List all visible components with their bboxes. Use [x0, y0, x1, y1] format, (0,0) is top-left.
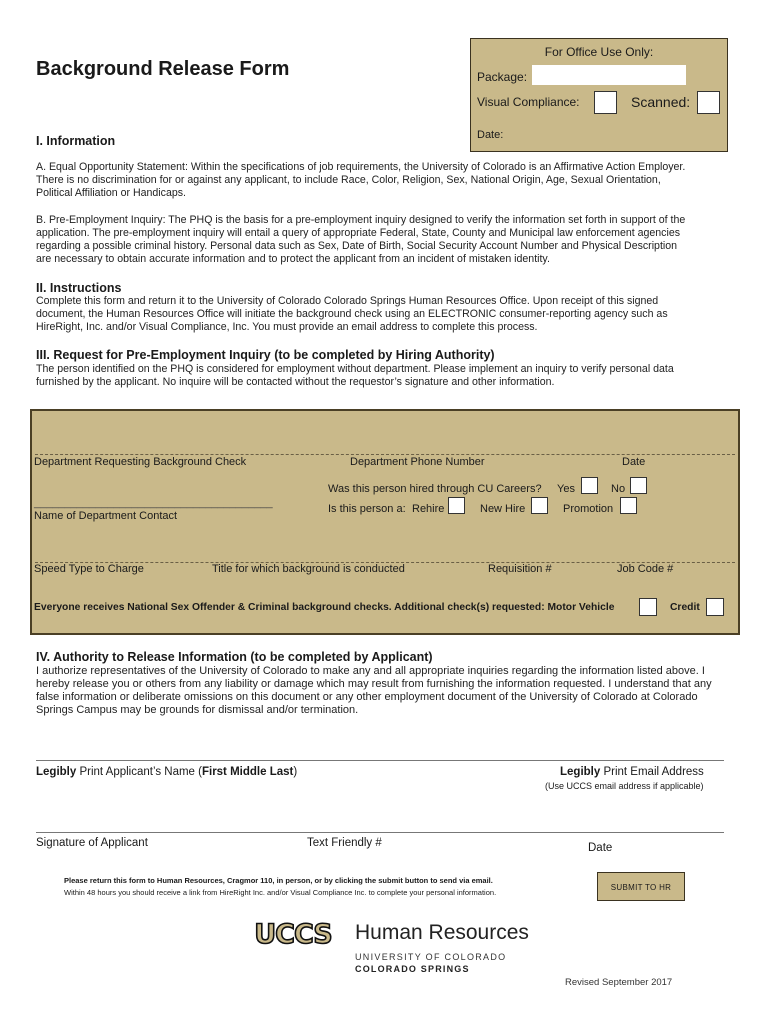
signature-line[interactable]: [36, 832, 724, 833]
email-label: [560, 766, 704, 778]
promotion-checkbox[interactable]: [620, 497, 637, 514]
uccs-logo: [240, 919, 346, 947]
university-text: UNIVERSITY OF COLORADO: [355, 952, 507, 962]
text-line: HireRight, Inc. and/or Visual Compliance, Inc. You must provide an email address to complete this process.: [36, 321, 538, 333]
motor-vehicle-checkbox[interactable]: [639, 598, 657, 616]
section-information-heading: I. Information: [36, 134, 116, 148]
dept-contact-label: Name of Department Contact: [34, 510, 178, 522]
checks-statement: Everyone receives National Sex Offender & Criminal background checks. Additional check(s) requested: Motor Vehicle: [34, 602, 615, 613]
paren-text: ): [293, 766, 298, 778]
text-line: are necessary to obtain accurate information and to protect the applicant from an incident of mistaken identity.: [36, 253, 550, 265]
rehire-checkbox[interactable]: [448, 497, 465, 514]
text-line: false information or deliberate omissions on this document or any other employment document of the University of Colorado at Colorado: [36, 691, 698, 703]
text-line: Springs Campus may be grounds for dismissal and/or termination.: [36, 704, 359, 716]
new-hire-checkbox[interactable]: [531, 497, 548, 514]
rehire-label: Rehire: [412, 503, 445, 515]
text-line: furnished by the applicant. No inquire will be contacted without the requestor’s signature and other information.: [36, 376, 555, 388]
is-person-a-label: Is this person a:: [328, 503, 406, 515]
dept-phone-label: Department Phone Number: [350, 456, 485, 468]
cu-careers-yes-checkbox[interactable]: [581, 477, 598, 494]
instructions-paragraph: [36, 295, 668, 334]
hiring-authority-box: [30, 409, 740, 635]
submit-to-hr-button[interactable]: SUBMIT TO HR: [597, 872, 685, 901]
page-title: Background Release Form: [36, 58, 290, 80]
text-line: There is no discrimination for or against any applicant, to include Race, Color, Religion, Sex, National Origin, Age, Sexual Orientation,: [36, 174, 661, 186]
applicant-name-line[interactable]: [36, 760, 724, 761]
text-line: hereby release you or others from any liability or damage which may result from furnishing the information requested. I understand that any: [36, 678, 712, 690]
print-name-text: Print Applicant’s Name (: [76, 766, 202, 778]
uccs-logo-text: UCCS: [254, 919, 332, 947]
credit-checkbox[interactable]: [706, 598, 724, 616]
text-line: Political Affiliation or Handicaps.: [36, 187, 186, 199]
return-instructions-line1: Please return this form to Human Resources, Cragmor 110, in person, or by clicking the submit button to send via email.: [64, 876, 493, 885]
return-instructions-line2: Within 48 hours you should receive a link from HireRight Inc. and/or Visual Compliance Inc. to complete your personal information.: [64, 888, 497, 897]
email-print-text: Print Email Address: [600, 766, 704, 778]
signature-date-label: Date: [588, 842, 613, 854]
revised-date: Revised September 2017: [565, 977, 673, 988]
text-line: regarding a possible criminal history. Personal data such as Sex, Date of Birth, Social Security Account Number and Physical Description: [36, 240, 678, 252]
package-label: Package:: [477, 70, 528, 84]
cu-careers-no-checkbox[interactable]: [630, 477, 647, 494]
human-resources-text: Human Resources: [355, 921, 529, 944]
requisition-label: Requisition #: [488, 563, 552, 575]
dept-contact-line[interactable]: _______________________________________: [34, 497, 273, 509]
speed-type-label: Speed Type to Charge: [34, 563, 144, 575]
section-request-heading: III. Request for Pre-Employment Inquiry (to be completed by Hiring Authority): [36, 348, 495, 362]
text-line: Complete this form and return it to the University of Colorado Colorado Springs Human Resources Office. Upon receipt of this signed: [36, 295, 659, 307]
dept-requesting-label: Department Requesting Background Check: [34, 456, 247, 468]
office-date-label: Date:: [477, 129, 504, 141]
text-line: application. The pre-employment inquiry will entail a query of appropriate Federal, State, County and Municipal law enforcement agencies: [36, 227, 681, 239]
scanned-checkbox[interactable]: [697, 91, 720, 114]
colorado-springs-text: COLORADO SPRINGS: [355, 964, 470, 974]
text-line: A. Equal Opportunity Statement: Within the specifications of job requirements, the University of Colorado is an Affirmative Action Employer.: [36, 161, 686, 173]
new-hire-label: New Hire: [480, 503, 526, 515]
pre-employment-paragraph: [36, 214, 685, 266]
promotion-label: Promotion: [563, 503, 614, 515]
text-line: document, the Human Resources Office will initiate the background check using an ELECTRONIC consumer-reporting agency such as: [36, 308, 668, 320]
signature-label: Signature of Applicant: [36, 837, 148, 849]
section-instructions-heading: II. Instructions: [36, 281, 122, 295]
visual-compliance-checkbox[interactable]: [594, 91, 617, 114]
equal-opportunity-paragraph: [36, 161, 685, 200]
package-input[interactable]: [532, 65, 686, 85]
section-authority-heading: IV. Authority to Release Information (to be completed by Applicant): [36, 650, 433, 664]
office-use-box: [470, 38, 728, 152]
request-paragraph: [36, 363, 674, 389]
first-middle-last-text: First Middle Last: [201, 766, 294, 778]
legibly-text: Legibly: [36, 766, 77, 778]
yes-label: Yes: [557, 483, 575, 495]
dept-requesting-line[interactable]: [35, 454, 735, 455]
credit-label: Credit: [670, 602, 700, 613]
no-label: No: [611, 483, 626, 495]
text-line: I authorize representatives of the University of Colorado to make any and all appropriate inquiries regarding the information listed above. I: [36, 665, 705, 677]
text-line: B. Pre-Employment Inquiry: The PHQ is the basis for a pre-employment inquiry designed to verify the information set forth in support of the: [36, 214, 686, 226]
email-legibly-text: Legibly: [560, 766, 601, 778]
office-use-header: For Office Use Only:: [544, 45, 654, 59]
scanned-label: Scanned:: [631, 94, 691, 110]
text-friendly-label: Text Friendly #: [307, 837, 382, 849]
authority-paragraph: [36, 665, 712, 717]
cu-careers-question: Was this person hired through CU Careers?: [328, 483, 542, 495]
title-conducted-label: Title for which background is conducted: [212, 563, 405, 575]
applicant-name-label: [36, 766, 297, 778]
hiring-date-label: Date: [622, 456, 646, 468]
email-note: (Use UCCS email address if applicable): [545, 781, 704, 791]
job-code-label: Job Code #: [617, 563, 674, 575]
visual-compliance-label: Visual Compliance:: [477, 95, 580, 109]
text-line: The person identified on the PHQ is considered for employment without department. Please implement an inquiry to verify personal data: [36, 363, 674, 375]
